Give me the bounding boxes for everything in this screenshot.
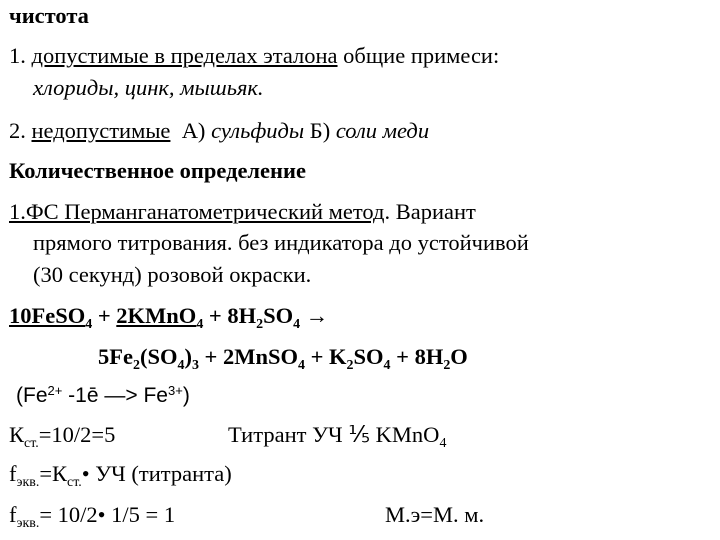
forbidden-impurities-underlined: недопустимые: [31, 118, 171, 143]
stoichiometry-coefficient: $К_{ст.}=10/2=5$: [9, 422, 116, 451]
allowed-impurities-text: общие примеси:: [343, 43, 500, 68]
forbidden-impurities-line: [9, 116, 429, 146]
equation-2: $5Fe_2(SO_4)_3$ + 2MnSO$_4$ + $K_2SO_4 + 8H_2O$: [98, 344, 468, 373]
method-line-3: (30 секунд) розовой окраски.: [33, 262, 312, 287]
equivalence-factor-formula: $f_{экв.}=К_{ст.}•$ УЧ (титранта): [9, 461, 232, 490]
redox-half-reaction: ($Fe^{2+}$ -1ē —> $Fe^{3+}$): [16, 382, 190, 407]
allowed-impurities-list: хлориды, цинк, мышьяк.: [33, 75, 264, 100]
equivalence-factor-value: $f_{экв.}=$ 10/2• 1/5 = 1: [9, 502, 176, 531]
item-2-a-label: А): [181, 118, 206, 143]
equivalent-mass: М.э=М. м.: [385, 502, 485, 527]
sulfides-text: сульфиды: [211, 118, 305, 143]
allowed-impurities-line: [9, 41, 499, 71]
method-line-1: [9, 197, 476, 227]
allowed-impurities-underlined: допустимые в пределах эталона: [31, 43, 338, 68]
quantitative-heading: Количественное определение: [9, 158, 306, 183]
reaction-arrow: →: [300, 303, 329, 328]
method-name: 1.ФС Перманганатометрический метод: [9, 199, 385, 224]
titrant-line: Титрант УЧ ⅕ KMnO$_4$: [228, 422, 447, 451]
eq1-reagent-1: 10FeSO$_4$: [9, 303, 93, 332]
method-variant: . Вариант: [384, 199, 476, 224]
item-2-b-label: Б): [309, 118, 331, 143]
item-1-number: 1.: [9, 43, 26, 68]
copper-salts-text: соли меди: [335, 118, 430, 143]
eq1-reagent-2: 2KMnO$_4$: [116, 303, 204, 332]
purity-heading: чистота: [9, 3, 89, 28]
equation-1: 10FeSO$_4$ + 2KMnO$_4$ + $8H_2SO_4$ →: [9, 303, 329, 332]
method-line-2: прямого титрования. без индикатора до устойчивой: [33, 230, 529, 255]
item-2-number: 2.: [9, 118, 26, 143]
